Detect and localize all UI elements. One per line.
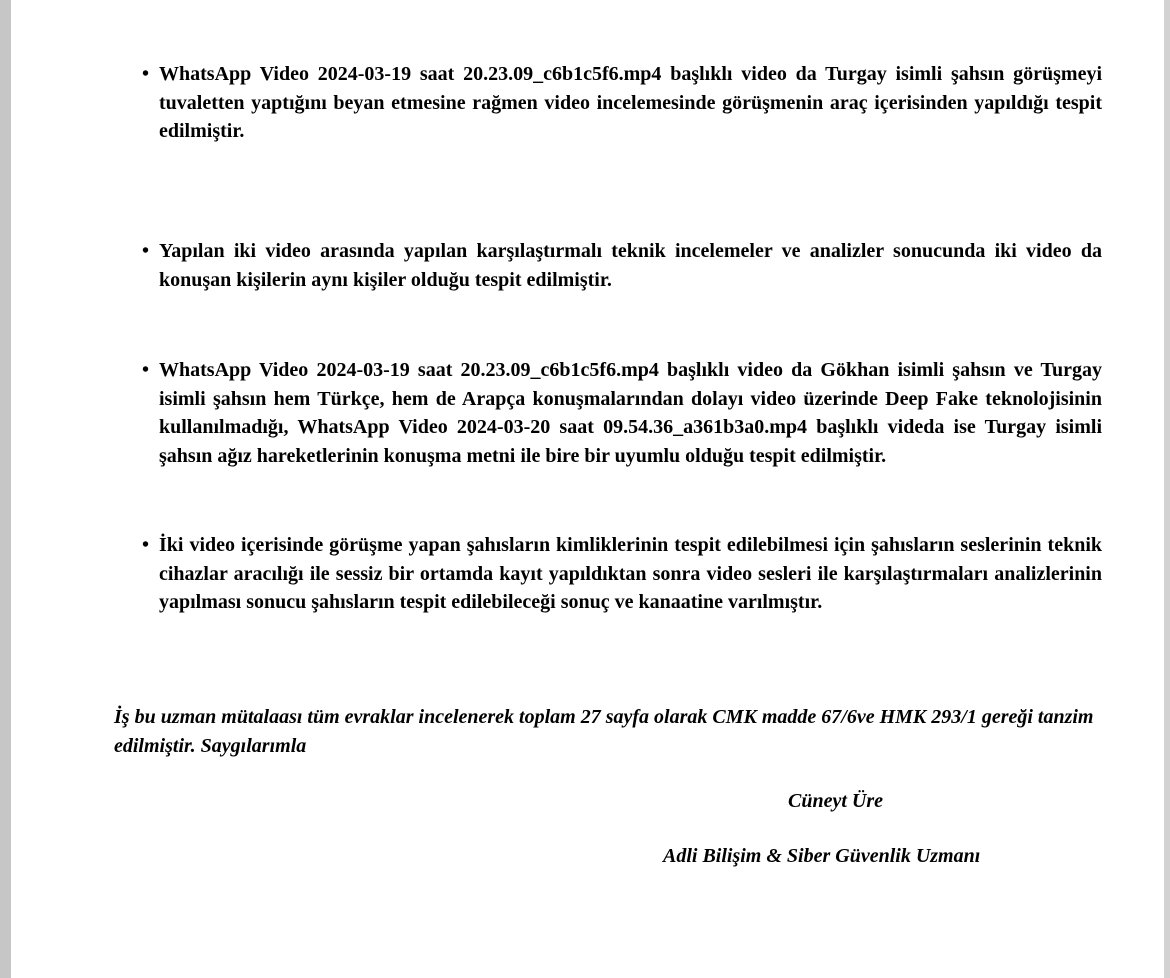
signature-title: Adli Bilişim & Siber Güvenlik Uzmanı [663,845,981,867]
finding-text: • İki video içerisinde görüşme yapan şahısların kimliklerinin tespit edilebilmesi için şahısların seslerinin teknik cihazlar aracılığı ile sessiz bir ortamda kayıt yapıldıktan sonra video sesleri ile karşılaştırmaları analizlerinin yapılması sonucu şahısların tespit edilebileceği sonuç ve kanaatine varılmıştır. [159,534,1102,613]
finding-text: • WhatsApp Video 2024-03-19 saat 20.23.09_c6b1c5f6.mp4 başlıklı video da Turgay isimli şahsın görüşmeyi tuvaletten yaptığını beyan etmesine rağmen video incelemesinde görüşmenin araç içerisinden yapıldığı tespit edilmiştir. [159,63,1102,142]
closing-statement: İş bu uzman mütalaası tüm evraklar incelenerek toplam 27 sayfa olarak CMK madde 67/6ve HMK 293/1 gereği tanzim edilmiştir. Saygılarımla [114,706,1094,757]
signature-name: Cüneyt Üre [788,790,883,812]
finding-text: • WhatsApp Video 2024-03-19 saat 20.23.09_c6b1c5f6.mp4 başlıklı video da Gökhan isimli şahsın ve Turgay isimli şahsın hem Türkçe, hem de Arapça konuşmalarından dolayı video üzerinde Deep Fake teknolojisinin kullanılmadığı, WhatsApp Video 2024-03-20 saat 09.54.36_a361b3a0.mp4 başlıklı videda ise Turgay isimli şahsın ağız hareketlerinin konuşma metni ile bire bir uyumlu olduğu tespit edilmiştir. [159,359,1102,467]
page-edge-right [1164,0,1170,978]
finding-text: • Yapılan iki video arasında yapılan karşılaştırmalı teknik incelemeler ve analizler sonucunda iki video da konuşan kişilerin aynı kişiler olduğu tespit edilmiştir. [159,240,1102,291]
finding-item [147,237,1102,294]
finding-item [147,60,1102,146]
page-edge-left [0,0,11,978]
document-page [11,0,1164,978]
finding-item [147,356,1102,470]
finding-item [147,531,1102,617]
